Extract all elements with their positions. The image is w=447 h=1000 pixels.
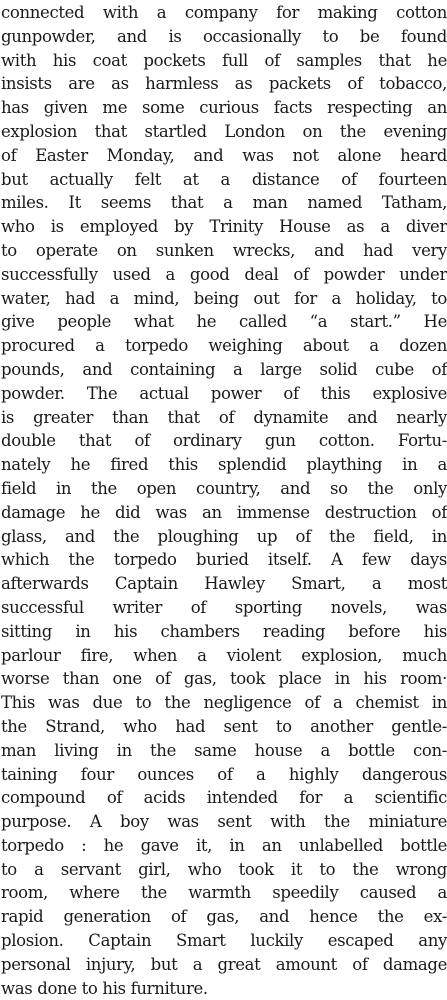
text-line: which the torpedo buried itself. A few days (1, 550, 447, 570)
text-line: with his coat pockets full of samples that he (1, 50, 447, 70)
text-line: to a servant girl, who took it to the wrong (1, 859, 447, 879)
text-line: rapid generation of gas, and hence the ex- (1, 907, 447, 927)
text-line: powder. The actual power of this explosive (1, 383, 447, 403)
text-line: but actually felt at a distance of fourteen (1, 169, 447, 189)
text-line: procured a torpedo weighing about a dozen (1, 336, 447, 356)
text-line: torpedo : he gave it, in an unlabelled bottle (1, 835, 447, 855)
text-line: miles. It seems that a man named Tatham, (1, 193, 447, 213)
text-line: explosion that startled London on the evening (1, 121, 447, 141)
text-line: nately he fired this splendid plaything in a (1, 455, 447, 475)
text-line: room, where the warmth speedily caused a (1, 883, 447, 903)
text-line: personal injury, but a great amount of damage (1, 954, 447, 974)
text-line: plosion. Captain Smart luckily escaped any (1, 931, 447, 951)
text-line: compound of acids intended for a scientific (1, 788, 447, 808)
text-line: is greater than that of dynamite and nearly (1, 407, 447, 427)
text-line: gunpowder, and is occasionally to be found (1, 26, 447, 46)
text-line: pounds, and containing a large solid cube of (1, 359, 447, 379)
text-line: insists are as harmless as packets of tobacco, (1, 74, 447, 94)
text-line: was done to his furniture. (1, 978, 208, 998)
text-line: the Strand, who had sent to another gentle- (1, 716, 447, 736)
article-column (1, 1, 447, 1000)
text-line: connected with a company for making cotton (1, 3, 447, 22)
text-line: successful writer of sporting novels, was (1, 597, 447, 617)
text-line: This was due to the negligence of a chemist in (1, 693, 447, 713)
text-line: parlour fire, when a violent explosion, much (1, 645, 447, 665)
text-line: sitting in his chambers reading before his (1, 621, 447, 641)
text-line: of Easter Monday, and was not alone heard (1, 145, 447, 165)
text-line: water, had a mind, being out for a holiday, to (1, 288, 447, 308)
text-line: afterwards Captain Hawley Smart, a most (1, 574, 447, 594)
text-line: who is employed by Trinity House as a diver (1, 217, 447, 237)
text-line: man living in the same house a bottle con- (1, 740, 447, 760)
text-line: successfully used a good deal of powder under (1, 264, 447, 284)
text-line: double that of ordinary gun cotton. Fortu- (1, 431, 447, 451)
text-line: damage he did was an immense destruction of (1, 502, 447, 522)
text-line: has given me some curious facts respecting an (1, 98, 447, 118)
text-line: glass, and the ploughing up of the field, in (1, 526, 447, 546)
text-line: worse than one of gas, took place in his room· (1, 669, 447, 689)
text-line: taining four ounces of a highly dangerous (1, 764, 447, 784)
text-line: field in the open country, and so the only (1, 478, 447, 498)
text-line: give people what he called “a start.” He (1, 312, 447, 332)
text-line: to operate on sunken wrecks, and had very (1, 240, 447, 260)
text-line: purpose. A boy was sent with the miniature (1, 812, 447, 832)
